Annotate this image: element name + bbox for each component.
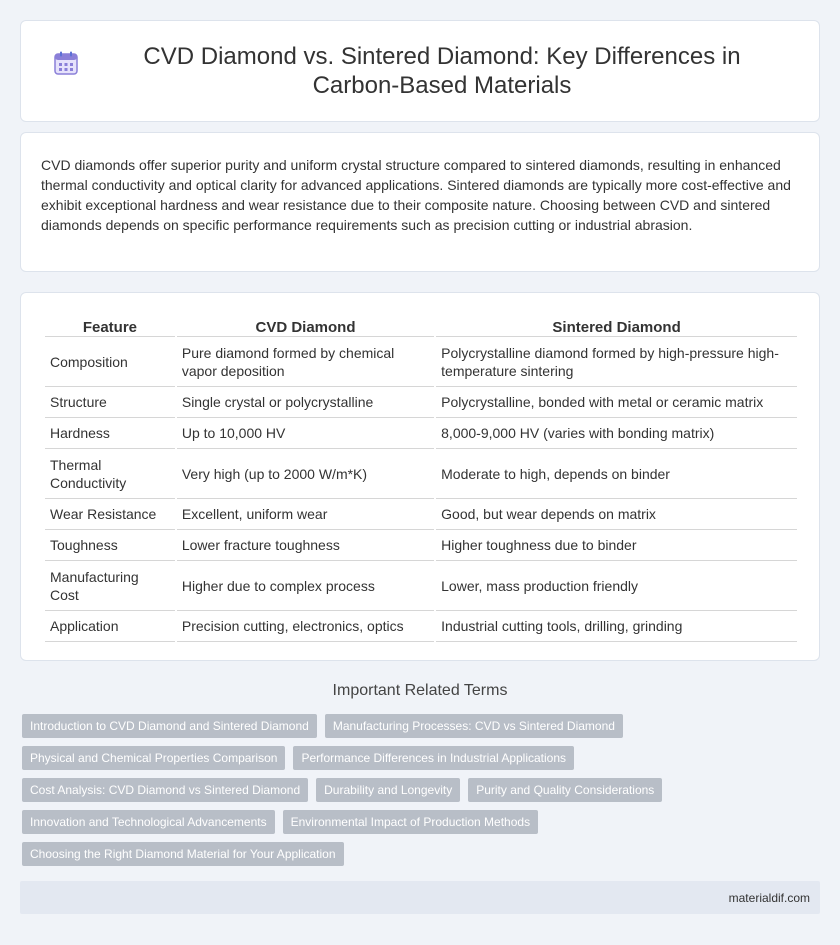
tag-link[interactable]: Purity and Quality Considerations	[468, 778, 662, 802]
table-cell-sintered: Good, but wear depends on matrix	[436, 499, 797, 530]
table-cell-sintered: Moderate to high, depends on binder	[436, 449, 797, 499]
header-feature: Feature	[45, 315, 175, 337]
table-cell-feature: Composition	[45, 337, 175, 387]
footer-site-link[interactable]: materialdif.com	[728, 890, 810, 905]
table-cell-sintered: Industrial cutting tools, drilling, grinding	[436, 611, 797, 642]
table-row	[45, 449, 797, 499]
tag-row	[22, 810, 822, 834]
tag-link[interactable]: Cost Analysis: CVD Diamond vs Sintered Diamond	[22, 778, 308, 802]
table-cell-cvd: Excellent, uniform wear	[177, 499, 434, 530]
table-cell-feature: Thermal Conductivity	[45, 449, 175, 499]
page-title: CVD Diamond vs. Sintered Diamond: Key Differences in Carbon-Based Materials	[143, 43, 741, 99]
tag-link[interactable]: Durability and Longevity	[316, 778, 460, 802]
title-wrap	[40, 42, 800, 100]
tag-link[interactable]: Physical and Chemical Properties Comparison	[22, 746, 285, 770]
table-cell-sintered: Higher toughness due to binder	[436, 530, 797, 561]
table-cell-cvd: Up to 10,000 HV	[177, 418, 434, 449]
tag-link[interactable]: Choosing the Right Diamond Material for Your Application	[22, 842, 344, 866]
header-sintered-diamond: Sintered Diamond	[436, 315, 797, 337]
table-cell-feature: Wear Resistance	[45, 499, 175, 530]
table-row	[45, 387, 797, 418]
table-row	[45, 561, 797, 611]
summary-text: CVD diamonds offer superior purity and uniform crystal structure compared to sintered diamonds, resulting in enhanced thermal conductivity and optical clarity for advanced applications. Sintered diamonds are typically more cost-effective and exhibit exceptional hardness and wear resistance due to their composite nature. Choosing between CVD and sintered diamonds depends on specific performance requirements such as precision cutting or industrial abrasion.	[41, 157, 791, 233]
tag-row	[22, 746, 822, 770]
table-cell-sintered: Polycrystalline, bonded with metal or ceramic matrix	[436, 387, 797, 418]
table-cell-feature: Application	[45, 611, 175, 642]
table-cell-cvd: Precision cutting, electronics, optics	[177, 611, 434, 642]
table-cell-cvd: Pure diamond formed by chemical vapor deposition	[177, 337, 434, 387]
table-cell-cvd: Very high (up to 2000 W/m*K)	[177, 449, 434, 499]
tag-row	[22, 842, 822, 866]
table-cell-feature: Toughness	[45, 530, 175, 561]
table-cell-cvd: Higher due to complex process	[177, 561, 434, 611]
tag-row	[22, 778, 822, 802]
tag-link[interactable]: Environmental Impact of Production Methods	[283, 810, 538, 834]
tag-row	[22, 714, 822, 738]
footer	[20, 881, 820, 914]
table-cell-feature: Hardness	[45, 418, 175, 449]
table-header-row	[45, 315, 797, 337]
tag-link[interactable]: Introduction to CVD Diamond and Sintered Diamond	[22, 714, 317, 738]
header-cvd-diamond: CVD Diamond	[177, 315, 434, 337]
table-cell-feature: Structure	[45, 387, 175, 418]
table-cell-sintered: 8,000-9,000 HV (varies with bonding matrix)	[436, 418, 797, 449]
related-terms-tags	[22, 714, 822, 874]
comparison-table-card	[20, 292, 820, 661]
title-card	[20, 20, 820, 122]
table-row	[45, 337, 797, 387]
comparison-table	[43, 315, 799, 642]
table-cell-cvd: Single crystal or polycrystalline	[177, 387, 434, 418]
table-cell-sintered: Polycrystalline diamond formed by high-pressure high-temperature sintering	[436, 337, 797, 387]
tag-link[interactable]: Innovation and Technological Advancements	[22, 810, 275, 834]
related-terms-heading: Important Related Terms	[332, 682, 508, 699]
tag-link[interactable]: Performance Differences in Industrial Applications	[293, 746, 574, 770]
tag-link[interactable]: Manufacturing Processes: CVD vs Sintered Diamond	[325, 714, 623, 738]
table-cell-feature: Manufacturing Cost	[45, 561, 175, 611]
summary-card	[20, 132, 820, 272]
table-cell-cvd: Lower fracture toughness	[177, 530, 434, 561]
table-row	[45, 418, 797, 449]
calendar-icon	[53, 50, 79, 76]
table-row	[45, 530, 797, 561]
table-cell-sintered: Lower, mass production friendly	[436, 561, 797, 611]
table-row	[45, 611, 797, 642]
table-row	[45, 499, 797, 530]
